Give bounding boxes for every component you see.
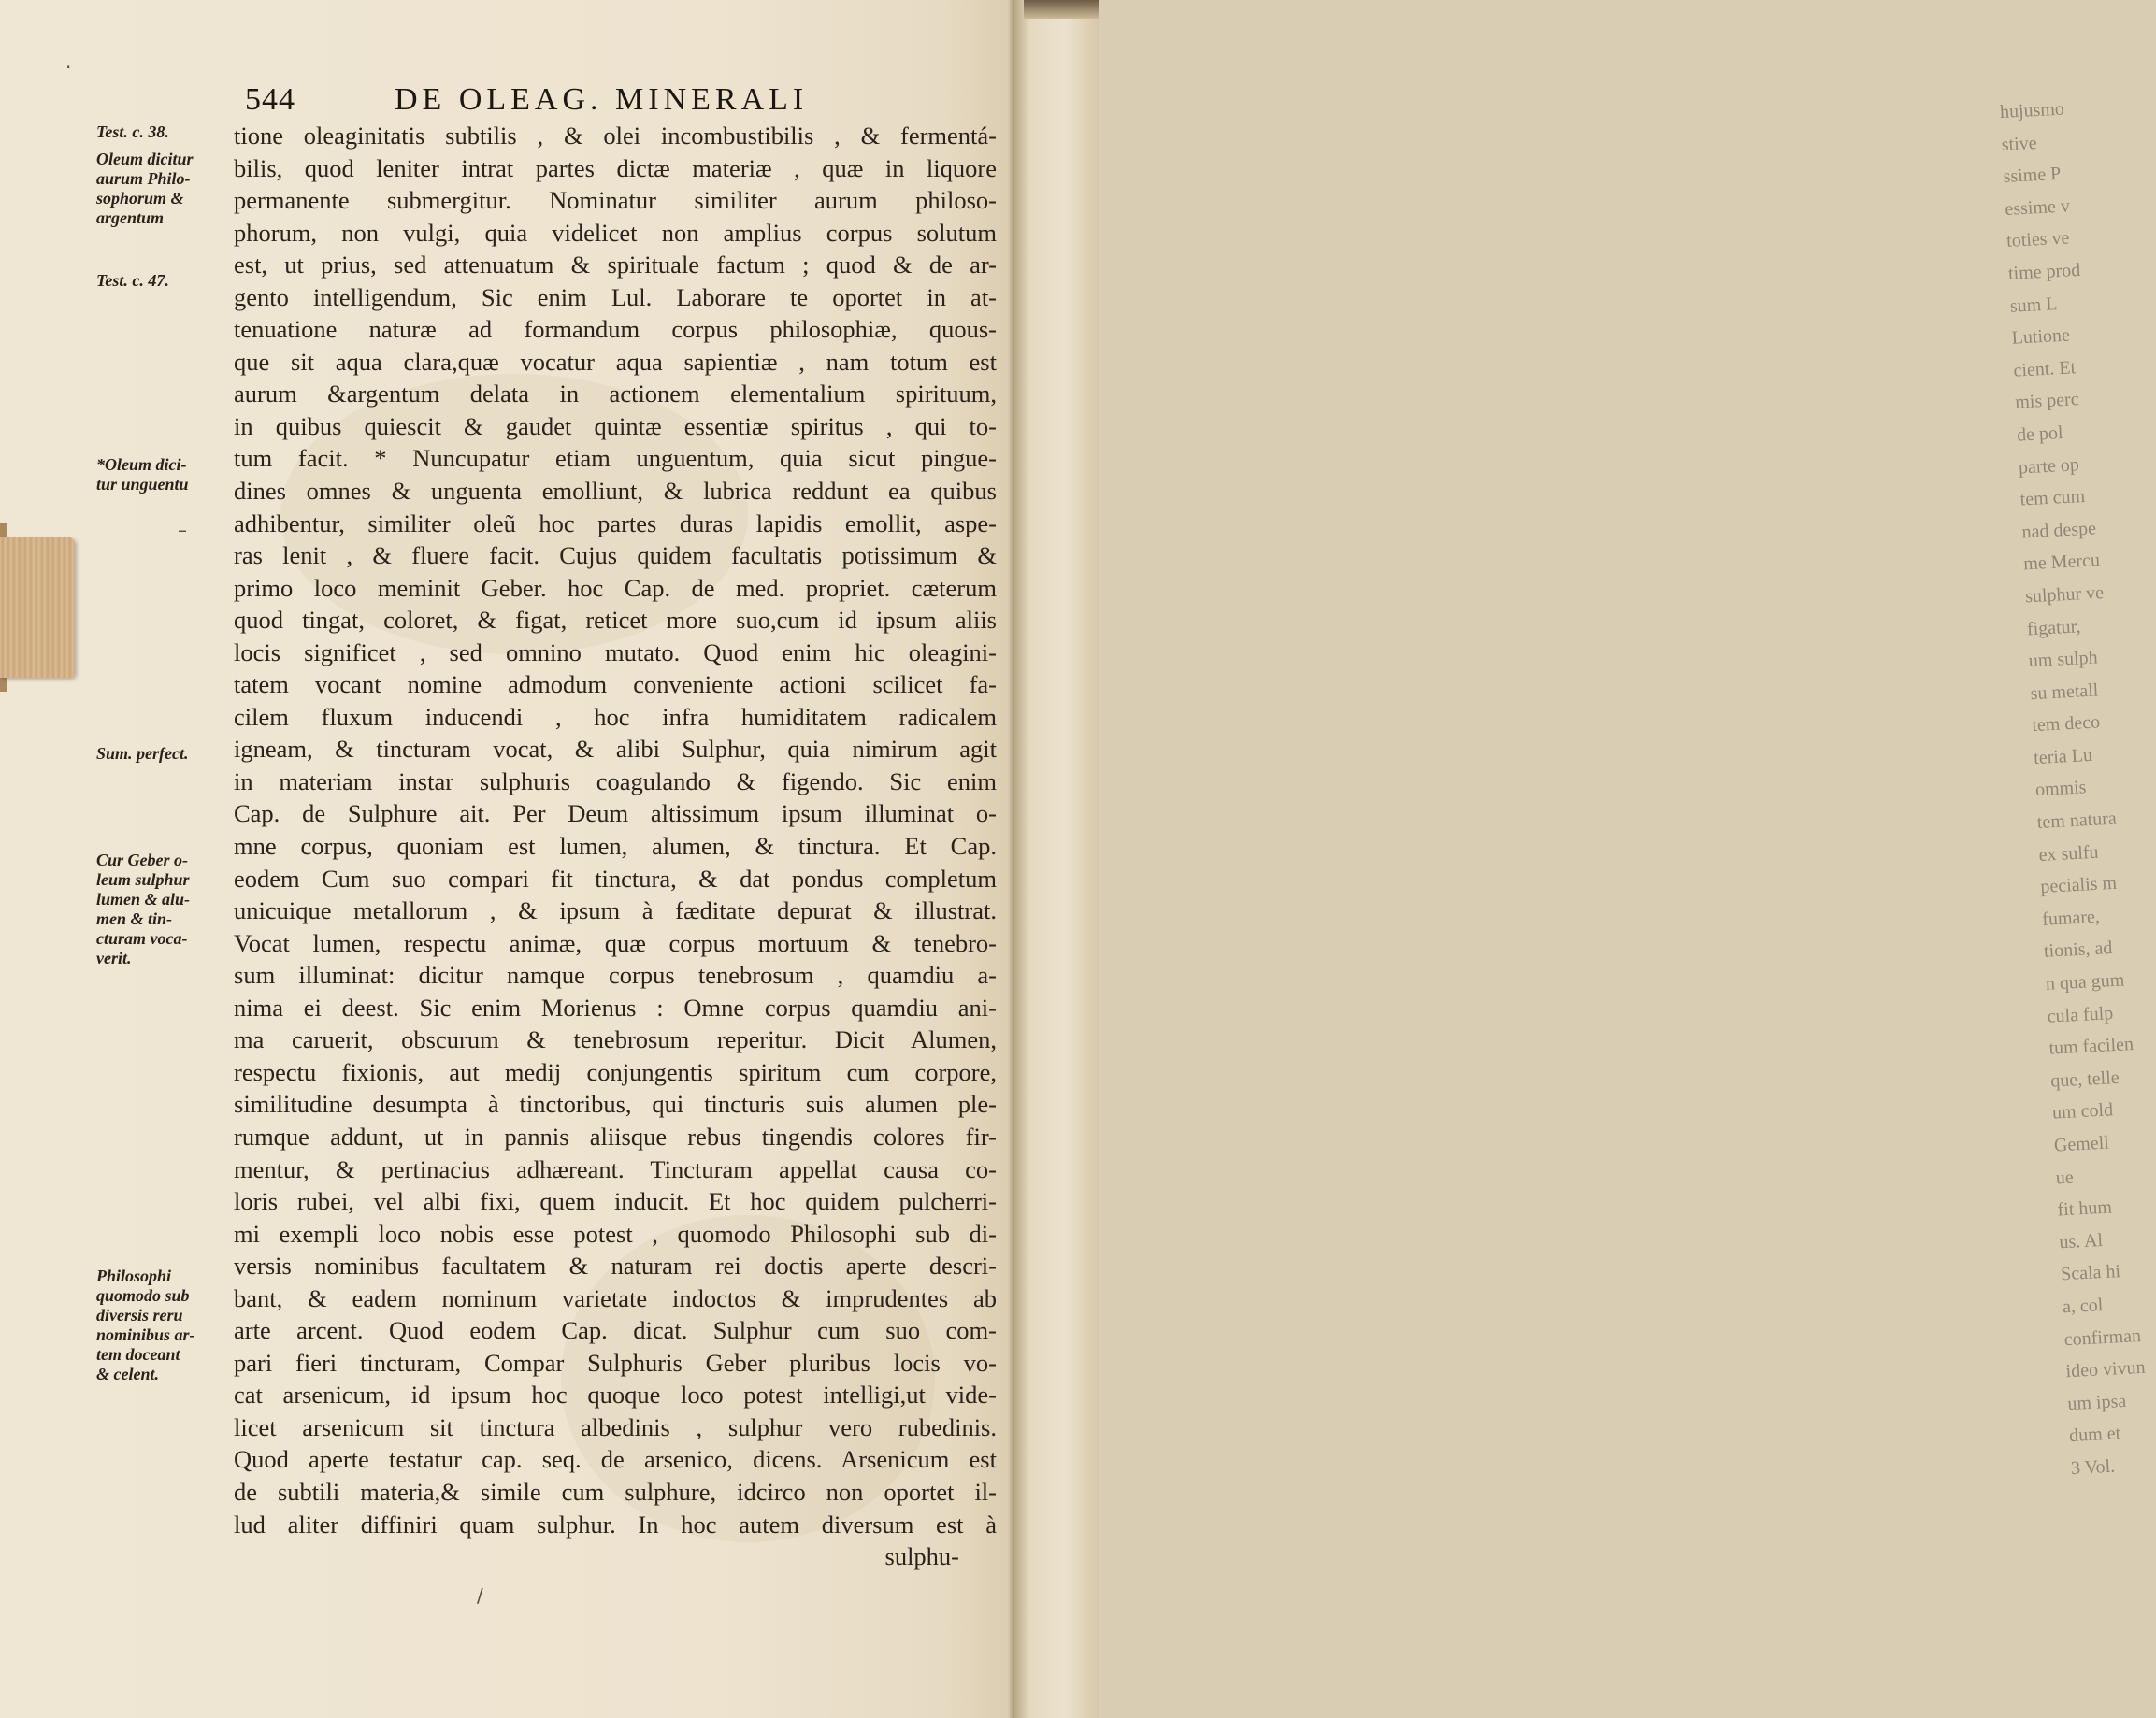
text-line: tatem vocant nomine admodum conveniente actioni scilicet fa- — [234, 670, 997, 699]
facing-fragment: su metall — [2030, 680, 2099, 704]
text-line: sum illuminat: dicitur namque corpus tenebrosum , quamdiu a- — [234, 961, 997, 990]
text-line: tione oleaginitatis subtilis , & olei incombustibilis , & fermentá- — [234, 122, 997, 150]
book-page — [0, 0, 1028, 1718]
facing-fragment: Scala hi — [2060, 1261, 2121, 1285]
facing-fragment: sum L — [2009, 293, 2058, 317]
margin-note: Cur Geber o- leum sulphur lumen & alu- men & tin- cturam voca- verit. — [96, 851, 191, 967]
facing-fragment: sulphur ve — [2024, 581, 2105, 608]
text-line: aurum &argentum delata in actionem elementalium spirituum, — [234, 379, 997, 408]
text-line: tenuatione naturæ ad formandum corpus philosophiæ, quous- — [234, 315, 997, 344]
facing-fragment: essime v — [2004, 195, 2071, 220]
text-line: gento intelligendum, Sic enim Lul. Laborare te oportet in at- — [234, 282, 997, 311]
text-line: pari fieri tincturam, Compar Sulphuris Geber pluribus locis vo- — [234, 1348, 997, 1377]
text-line: respectu fixionis, aut medij conjungentis spiritum cum corpore, — [234, 1057, 997, 1086]
facing-fragment: nad despe — [2020, 518, 2097, 543]
facing-fragment: Lutione — [2011, 324, 2071, 349]
facing-fragment: ssime P — [2003, 163, 2062, 188]
facing-fragment: de pol — [2016, 422, 2064, 446]
facing-fragment: toties ve — [2005, 227, 2070, 252]
facing-fragment: que, telle — [2049, 1067, 2120, 1092]
margin-note: Oleum dicitur aurum Philo- sophorum & argentum — [96, 150, 194, 227]
facing-fragment: um ipsa — [2066, 1390, 2127, 1414]
facing-page-text — [1999, 93, 2147, 1485]
facing-fragment: pecialis m — [2039, 872, 2118, 898]
text-line: locis significet , sed omnino mutato. Quod enim hic oleagini- — [234, 637, 997, 666]
facing-fragment: hujusmo — [1999, 98, 2065, 123]
facing-fragment: dum et — [2068, 1423, 2121, 1447]
facing-fragment: figatur, — [2026, 615, 2081, 639]
facing-fragment: time prod — [2007, 259, 2081, 284]
facing-fragment: ex sulfu — [2038, 841, 2100, 866]
facing-fragment: teria Lu — [2033, 744, 2093, 769]
catchword: sulphu- — [884, 1542, 959, 1571]
text-line: Cap. de Sulphure ait. Per Deum altissimum ipsum illuminat o- — [234, 799, 997, 828]
text-line: Quod aperte testatur cap. seq. de arsenico, dicens. Arsenicum est — [234, 1445, 997, 1474]
facing-fragment: a, col — [2062, 1295, 2104, 1318]
page-speck: · — [65, 56, 72, 79]
facing-fragment: fumare, — [2041, 906, 2101, 930]
text-line: in materiam instar sulphuris coagulando & figendo. Sic enim — [234, 766, 997, 795]
facing-fragment: tem cum — [2019, 486, 2086, 510]
text-line: primo loco meminit Geber. hoc Cap. de med. propriet. cæterum — [234, 573, 997, 602]
page-speck: / — [477, 1584, 483, 1607]
facing-fragment: stive — [2001, 132, 2038, 155]
margin-note: Sum. perfect. — [96, 744, 189, 763]
text-line: de subtili materia,& simile cum sulphure, idcirco non oportet il- — [234, 1477, 997, 1506]
page-tab-marker — [0, 537, 75, 678]
text-line: adhibentur, similiter oleũ hoc partes duras lapidis emollit, aspe- — [234, 508, 997, 537]
facing-fragment: cula fulp — [2047, 1002, 2114, 1027]
margin-note: Test. c. 38. — [96, 122, 169, 141]
body-text — [234, 120, 997, 1573]
text-line: rumque addunt, ut in pannis aliisque rebus tingendis colores fir- — [234, 1122, 997, 1151]
text-line: ras lenit , & fluere facit. Cujus quidem facultatis potissimum & — [234, 541, 997, 570]
facing-fragment: Gemell — [2053, 1132, 2110, 1156]
facing-fragment: confirman — [2063, 1324, 2142, 1350]
text-line: loris rubei, vel albi fixi, quem inducit. Et hoc quidem pulcherri- — [234, 1187, 997, 1216]
text-line: que sit aqua clara,quæ vocatur aqua sapientiæ , nam totum est — [234, 347, 997, 376]
text-line: similitudine desumpta à tinctoribus, qui tincturis suis alumen ple- — [234, 1090, 997, 1119]
text-line: licet arsenicum sit tinctura albedinis , sulphur vero rubedinis. — [234, 1412, 997, 1441]
facing-fragment: tionis, ad — [2043, 938, 2113, 963]
running-head: DE OLEAG. MINERALI — [395, 82, 809, 117]
text-line: ma caruerit, obscurum & tenebrosum reperitur. Dicit Alumen, — [234, 1025, 997, 1054]
text-line: est, ut prius, sed attenuatum & spirituale factum ; quod & de ar- — [234, 251, 997, 279]
facing-fragment: 3 Vol. — [2070, 1455, 2116, 1480]
text-line: unicuique metallorum , & ipsum à fæditate depurat & illustrat. — [234, 896, 997, 925]
facing-fragment: us. Al — [2058, 1229, 2104, 1253]
facing-fragment: me Mercu — [2022, 550, 2101, 575]
text-line: igneam, & tincturam vocat, & alibi Sulphur, quia nimirum agit — [234, 735, 997, 764]
facing-fragment: ideo vivun — [2065, 1356, 2147, 1382]
facing-fragment: fit hum — [2057, 1196, 2113, 1221]
text-line: nima ei deest. Sic enim Morienus : Omne corpus quamdiu ani- — [234, 993, 997, 1022]
text-line: tum facit. * Nuncupatur etiam unguentum, quia sicut pingue- — [234, 444, 997, 473]
text-line: mentur, & pertinacius adhæreant. Tincturam appellat causa co- — [234, 1154, 997, 1183]
facing-fragment: tum facilen — [2048, 1034, 2134, 1059]
facing-fragment: mis perc — [2014, 389, 2080, 413]
text-line: mi exempli loco nobis esse potest , quomodo Philosophi sub di- — [234, 1219, 997, 1248]
text-line: cilem fluxum inducendi , hoc infra humiditatem radicalem — [234, 702, 997, 731]
text-line: versis nominibus facultatem & naturam rei doctis aperte descri- — [234, 1252, 997, 1281]
text-line: arte arcent. Quod eodem Cap. dicat. Sulphur cum suo com- — [234, 1316, 997, 1345]
page-number: 544 — [245, 82, 295, 117]
text-line: Vocat lumen, respectu animæ, quæ corpus mortuum & tenebro- — [234, 928, 997, 957]
facing-page-edge — [1014, 0, 2147, 1718]
text-line: lud aliter diffiniri quam sulphur. In hoc autem diversum est à — [234, 1510, 997, 1539]
facing-fragment: um sulph — [2028, 647, 2099, 672]
page-speck: – — [178, 519, 187, 541]
text-line: in quibus quiescit & gaudet quintæ essentiæ spiritus , qui to- — [234, 411, 997, 440]
text-line: bilis, quod leniter intrat partes dictæ materiæ , quæ in liquore — [234, 153, 997, 182]
page-header — [245, 82, 843, 123]
facing-fragment: um cold — [2051, 1099, 2114, 1124]
facing-fragment: n qua gum — [2045, 969, 2125, 995]
facing-fragment: tem deco — [2031, 711, 2101, 737]
text-line: dines omnes & unguenta emolliunt, & lubrica reddunt ea quibus — [234, 477, 997, 506]
text-line: permanente submergitur. Nominatur similiter aurum philoso- — [234, 186, 997, 215]
text-line: mne corpus, quoniam est lumen, alumen, & tinctura. Et Cap. — [234, 832, 997, 861]
facing-fragment: parte op — [2018, 453, 2080, 479]
text-line: eodem Cum suo compari fit tinctura, & dat pondus completum — [234, 864, 997, 893]
margin-note: Philosophi quomodo sub diversis reru nominibus ar- tem doceant & celent. — [96, 1267, 195, 1383]
margin-note: Test. c. 47. — [96, 271, 169, 290]
facing-fragment: cient. Et — [2012, 356, 2077, 381]
facing-fragment: tem natura — [2036, 808, 2118, 834]
text-line: quod tingat, coloret, & figat, reticet more suo,cum id ipsum aliis — [234, 606, 997, 635]
facing-fragment: ommis — [2034, 777, 2087, 801]
text-line: bant, & eadem nominum varietate indoctos & imprudentes ab — [234, 1283, 997, 1312]
text-line: phorum, non vulgi, quia videlicet non amplius corpus solutum — [234, 218, 997, 247]
page-corner-shadow — [1024, 0, 1099, 19]
margin-note: *Oleum dici- tur unguentu — [96, 455, 189, 494]
text-line: cat arsenicum, id ipsum hoc quoque loco potest intelligi,ut vide- — [234, 1381, 997, 1410]
facing-fragment: ue — [2055, 1167, 2075, 1189]
